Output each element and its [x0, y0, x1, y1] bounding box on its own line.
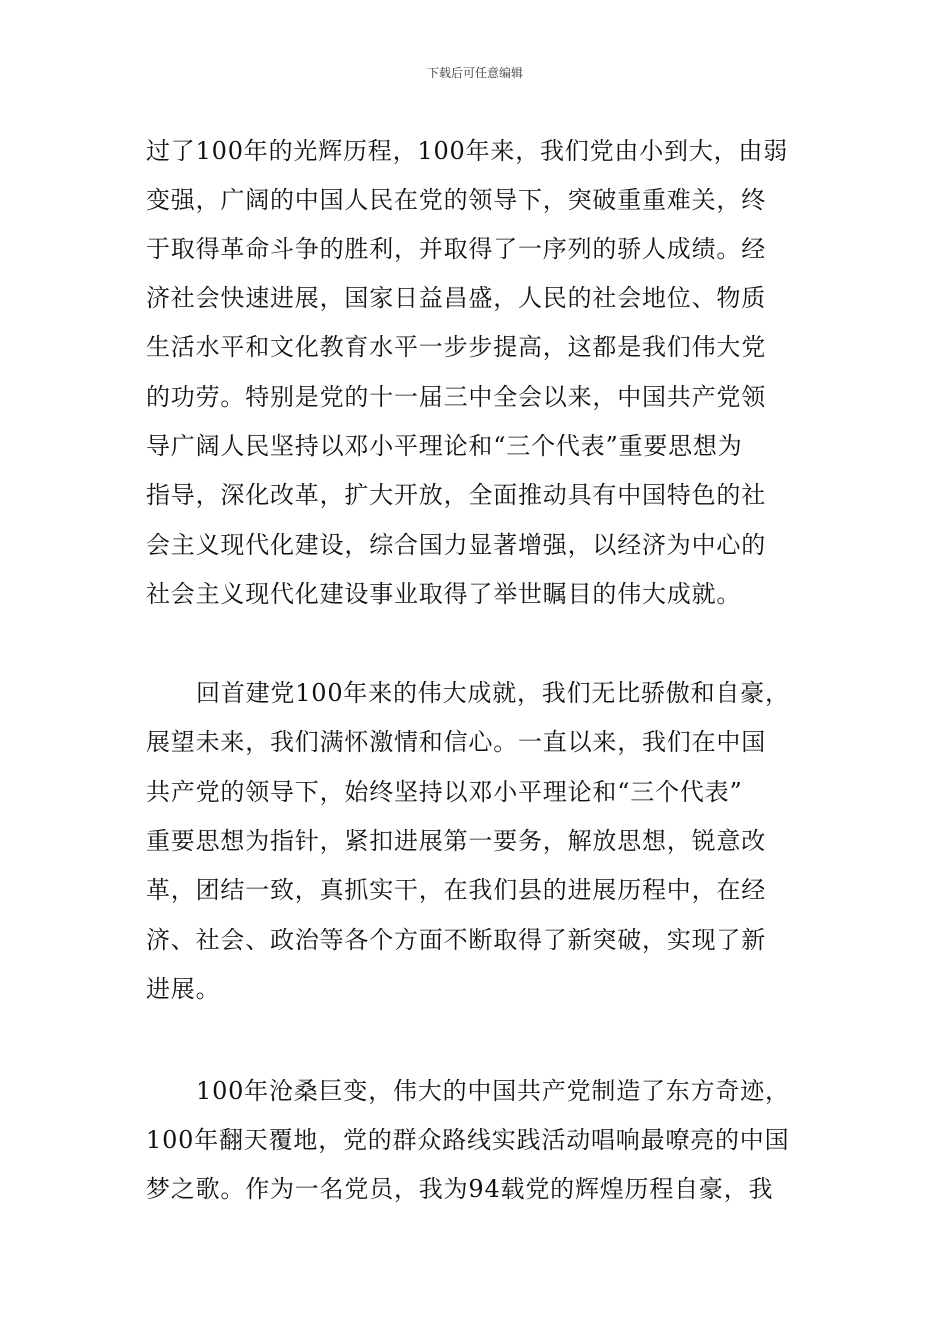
text-line: 进展。 — [146, 975, 221, 1003]
text-line: 变强，广阔的中国人民在党的领导下，突破重重难关，终 — [146, 186, 766, 214]
text-line: 革，团结一致，真抓实干，在我们县的进展历程中，在经 — [146, 876, 766, 904]
text-line: 回首建党100年来的伟大成就，我们无比骄傲和自豪， — [196, 679, 790, 707]
text-line: 导广阔人民坚持以邓小平理论和“三个代表”重要思想为 — [146, 432, 743, 460]
text-line: 100年沧桑巨变，伟大的中国共产党制造了东方奇迹， — [196, 1077, 790, 1105]
text-line: 济社会快速进展，国家日益昌盛，人民的社会地位、物质 — [146, 284, 766, 312]
text-line: 于取得革命斗争的胜利，并取得了一序列的骄人成绩。经 — [146, 235, 766, 263]
text-line: 100年翻天覆地，党的群众路线实践活动唱响最嘹亮的中国 — [146, 1126, 790, 1154]
text-line: 社会主义现代化建设事业取得了举世瞩目的伟大成就。 — [146, 580, 742, 608]
text-line: 会主义现代化建设，综合国力显著增强，以经济为中心的 — [146, 531, 766, 559]
text-line: 生活水平和文化教育水平一步步提高，这都是我们伟大党 — [146, 333, 766, 361]
text-line: 指导，深化改革，扩大开放，全面推动具有中国特色的社 — [146, 481, 766, 509]
text-line: 济、社会、政治等各个方面不断取得了新突破，实现了新 — [146, 926, 766, 954]
text-line: 共产党的领导下，始终坚持以邓小平理论和“三个代表” — [146, 778, 743, 806]
text-line: 过了100年的光辉历程，100年来，我们党由小到大，由弱 — [146, 137, 789, 165]
text-line: 重要思想为指针，紧扣进展第一要务，解放思想，锐意改 — [146, 827, 766, 855]
text-line: 的功劳。特别是党的十一届三中全会以来，中国共产党领 — [146, 383, 766, 411]
text-line: 梦之歌。作为一名党员，我为94载党的辉煌历程自豪，我 — [146, 1175, 774, 1203]
page-header: 下载后可任意编辑 — [426, 66, 523, 80]
text-line: 展望未来，我们满怀激情和信心。一直以来，我们在中国 — [146, 728, 766, 756]
